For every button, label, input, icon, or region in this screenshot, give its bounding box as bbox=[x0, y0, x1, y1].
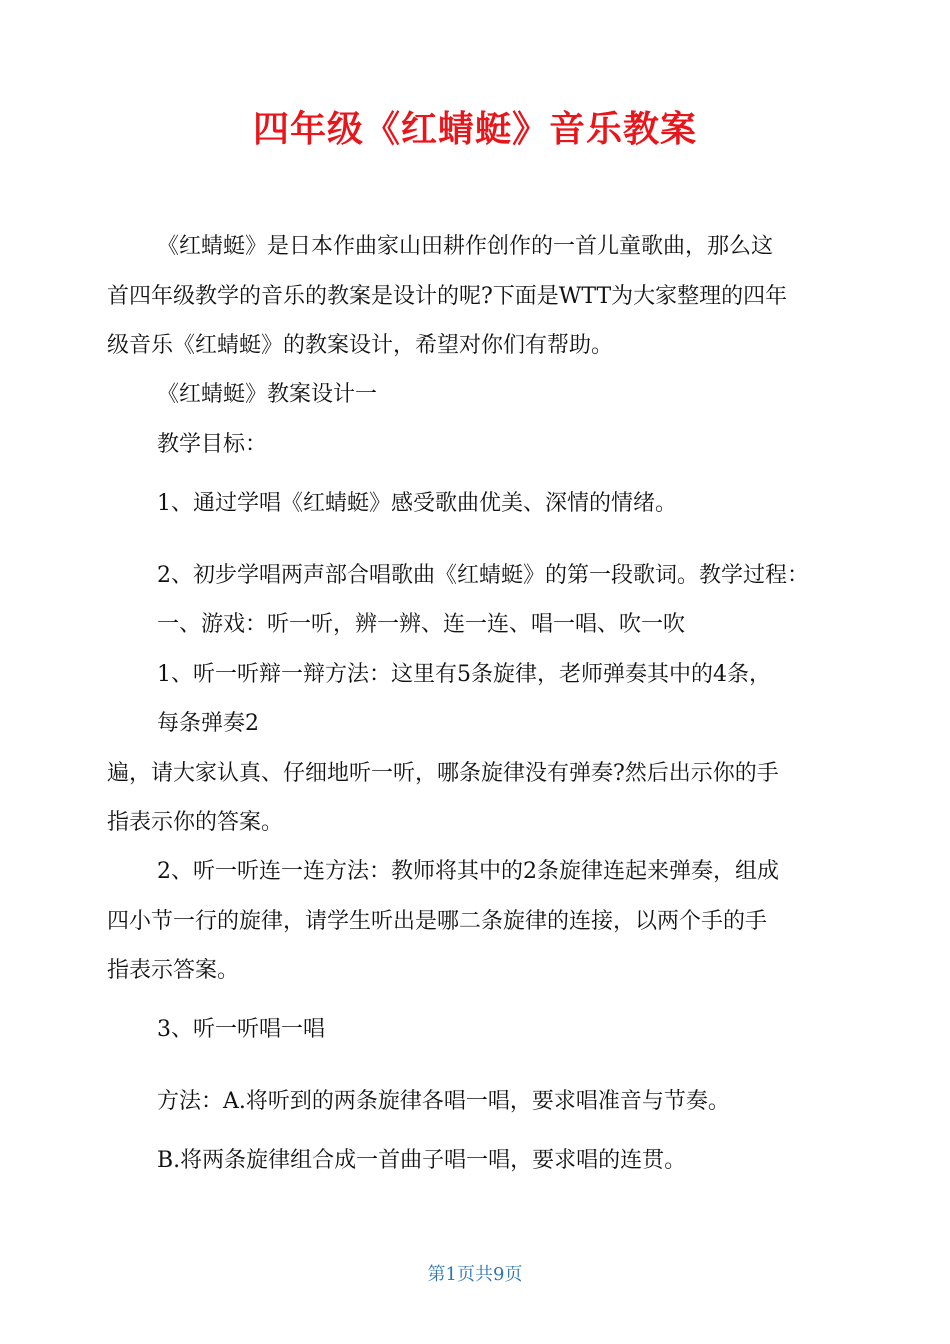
body-line: 1、通过学唱《红蜻蜓》感受歌曲优美、深情的情绪。 bbox=[157, 491, 677, 516]
body-line: 《红蜻蜓》是日本作曲家山田耕作创作的一首儿童歌曲，那么这 bbox=[157, 234, 774, 259]
body-line: 一、游戏：听一听，辨一辨、连一连、唱一唱、吹一吹 bbox=[157, 612, 686, 637]
section-heading: 《红蜻蜓》教案设计一 bbox=[157, 382, 378, 407]
body-line: 1、听一听辩一辩方法：这里有5条旋律，老师弹奏其中的4条， bbox=[157, 662, 771, 687]
body-line: 指表示答案。 bbox=[107, 958, 240, 983]
body-line: 每条弹奏2 bbox=[157, 711, 259, 736]
body-line: 级音乐《红蜻蜓》的教案设计，希望对你们有帮助。 bbox=[107, 333, 614, 358]
document-title: 四年级《红蜻蜓》音乐教案 bbox=[252, 108, 697, 150]
subheading: 教学目标： bbox=[157, 432, 268, 457]
body-line: 方法：A.将听到的两条旋律各唱一唱，要求唱准音与节奏。 bbox=[157, 1089, 730, 1114]
body-line: 首四年级教学的音乐的教案是设计的呢?下面是WTT为大家整理的四年 bbox=[107, 284, 788, 309]
body-line: 2、初步学唱两声部合唱歌曲《红蜻蜓》的第一段歌词。教学过程： bbox=[157, 563, 809, 588]
body-line: B.将两条旋律组合成一首曲子唱一唱，要求唱的连贯。 bbox=[157, 1148, 687, 1173]
page-indicator: 第1页共9页 bbox=[427, 1264, 523, 1285]
body-line: 遍，请大家认真、仔细地听一听，哪条旋律没有弹奏?然后出示你的手 bbox=[107, 761, 779, 786]
body-line: 2、听一听连一连方法：教师将其中的2条旋律连起来弹奏，组成 bbox=[157, 859, 779, 884]
body-line: 3、听一听唱一唱 bbox=[157, 1017, 325, 1042]
body-line: 指表示你的答案。 bbox=[107, 810, 284, 835]
body-line: 四小节一行的旋律，请学生听出是哪二条旋律的连接，以两个手的手 bbox=[107, 909, 768, 934]
